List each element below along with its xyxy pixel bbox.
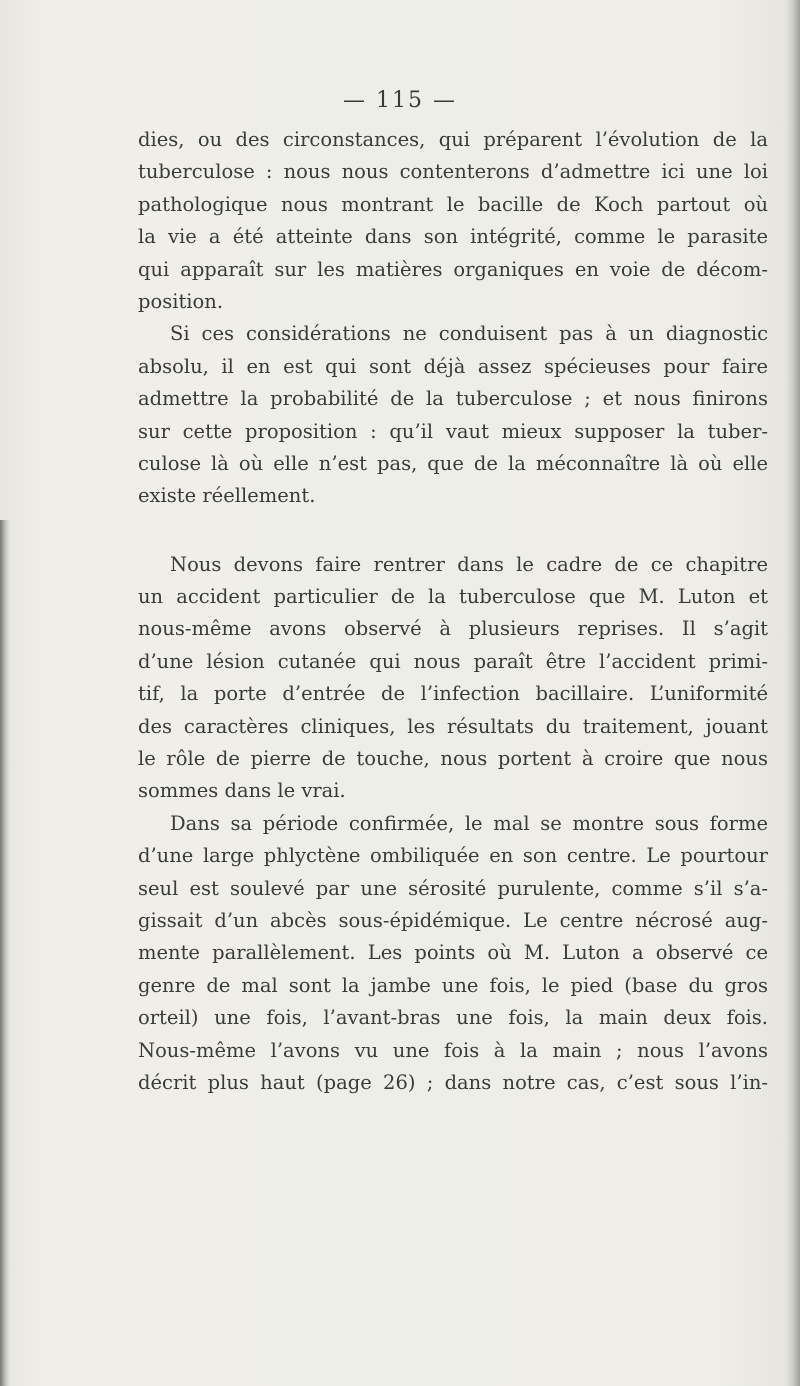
text-line: gissait d’un abcès sous-épidémique. Le centre nécrosé aug- — [138, 908, 768, 932]
text-line: Nous-même l’avons vu une fois à la main ; nous l’avons — [138, 1038, 768, 1062]
text-line: Si ces considérations ne conduisent pas à un diagnostic — [170, 322, 768, 346]
text-line: mente parallèlement. Les points où M. Luton a observé ce — [138, 941, 768, 965]
text-line: nous-même avons observé à plusieurs reprises. Il s’agit — [138, 617, 768, 641]
text-line: le rôle de pierre de touche, nous portent à croire que nous — [138, 747, 768, 771]
text-line: admettre la probabilité de la tuberculose ; et nous finirons — [138, 387, 768, 411]
text-line: la vie a été atteinte dans son intégrité, comme le parasite — [138, 225, 768, 249]
page-number: — 115 — — [343, 88, 457, 113]
text-line: position. — [138, 289, 224, 313]
text-line: Dans sa période confirmée, le mal se montre sous forme — [170, 811, 768, 835]
page-right-edge-shadow — [786, 0, 800, 1386]
text-line: genre de mal sont la jambe une fois, le pied (base du gros — [138, 973, 768, 997]
text-line: tif, la porte d’entrée de l’infection bacillaire. L’uniformité — [138, 682, 768, 706]
text-line: sur cette proposition : qu’il vaut mieux supposer la tuber- — [138, 419, 768, 443]
text-line: culose là où elle n’est pas, que de la méconnaître là où elle — [138, 451, 768, 475]
text-line: seul est soulevé par une sérosité purulente, comme s’il s’a- — [138, 876, 768, 900]
text-line: absolu, il en est qui sont déjà assez spécieuses pour faire — [138, 354, 768, 378]
body-text — [138, 124, 768, 1099]
text-line: sommes dans le vrai. — [138, 779, 346, 803]
text-line: un accident particulier de la tuberculose que M. Luton et — [138, 585, 768, 609]
text-line: d’une large phlyctène ombiliquée en son centre. Le pourtour — [138, 844, 768, 868]
text-line: qui apparaît sur les matières organiques en voie de décom- — [138, 257, 768, 281]
text-line: Nous devons faire rentrer dans le cadre de ce chapitre — [170, 552, 768, 576]
text-line: d’une lésion cutanée qui nous paraît être l’accident primi- — [138, 649, 768, 673]
section-gap — [138, 513, 768, 549]
text-line: décrit plus haut (page 26) ; dans notre cas, c’est sous l’in- — [138, 1070, 768, 1094]
text-line: dies, ou des circonstances, qui préparent l’évolution de la — [138, 128, 768, 151]
text-line: orteil) une fois, l’avant-bras une fois, la main deux fois. — [138, 1006, 768, 1030]
text-line: tuberculose : nous nous contenterons d’admettre ici une loi — [138, 160, 768, 184]
text-line: existe réellement. — [138, 484, 316, 508]
page-binding-shadow — [0, 520, 10, 1386]
text-line: des caractères cliniques, les résultats du traitement, jouant — [138, 714, 768, 738]
text-line: pathologique nous montrant le bacille de Koch partout où — [138, 192, 768, 216]
